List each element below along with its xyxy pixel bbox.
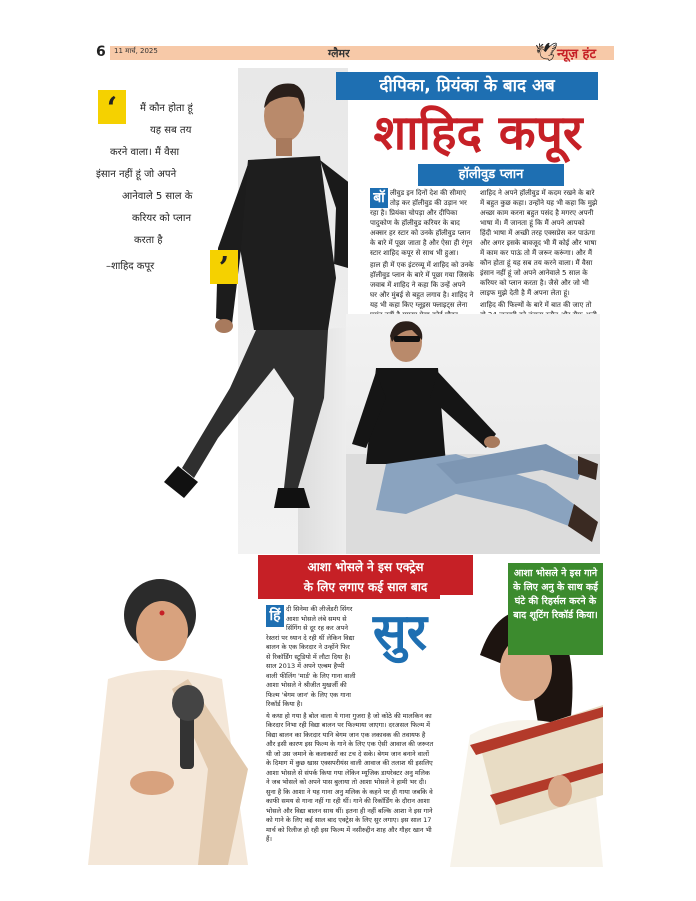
drop-cap: हिं — [266, 605, 284, 627]
page-number: 6 — [96, 44, 106, 60]
top-story — [88, 64, 603, 554]
headline-line-2: के लिए लगाए कई साल बाद — [303, 580, 428, 594]
quote-attribution: –शाहिद कपूर — [106, 261, 155, 272]
title-word: सुर — [372, 603, 428, 661]
quote-line: आनेवाले 5 साल के — [122, 191, 193, 202]
paragraph: ये कथा हो गया है बोल वाला ये गाना गुजरा है जो कोठे की मालकिन का किरदार निभा रही विद्या बालन पर फिल्माया जाएगा। दरअसल फिल्म में विद्या बालन का किरदार यानि बेगम जान एक लकावक की तवायफ है और इसी कारण इस फिल्म के गाने के लिए एक ऐसी आवाज की जरूरत थी जो उस जमाने के कलाकारों का टच दे सके। बेगम जान बनाने वालों के दिमाग में कुछ खास एक्सपरीयंस वाली आवाज की तलाश थी इसलिए आशा भोसले से संपर्क किया गया लेकिन म्यूजिक डायरेक्टर अनु मलिक ने जब भोसले को अपने पास बुलाया तो आशा भोसले ने हामी भर दी। सुना है कि आशा ने यह गाना अनु मलिक के कहने पर ही गाया जबकि वे काफी समय से गाना नहीं गा रही थीं। गाने की रिकॉर्डिंग के दौरान आशा भोसले और विद्या बालन साथ थीं। इतना ही नहीं बल्कि आशा ने इस गाने को गाने के लिए कई साल बाद एक्ट्रेस के लिए सुर लगाए। इस साल 17 मार्च को रिलीज हो रही इस फिल्म में नसीरुद्दीन शाह और गौहर खान भी हैं। — [266, 711, 434, 843]
close-quote-mark: ’ — [210, 250, 238, 284]
quote-line: करता है — [134, 235, 163, 246]
paragraph: हाल ही में एक इंटरव्यू में शाहिद को उनके हॉलीवुड प्लान के बारे में पूछा गया जिसके जवाब में शाहिद ने कहा कि उन्हें अपने घर और मुंबई से बहुत लगाव है। शाहिद ने यह भी कहा किए ग्लूइस फ्लाइट्स लेना — [370, 261, 474, 309]
photo-shahid-sitting — [346, 314, 600, 554]
paragraph: शाहिद की फिल्मों के बारे में बात की जाए तो — [480, 301, 592, 309]
bird-icon: 🕊 — [535, 42, 558, 63]
kicker-band: दीपिका, प्रियंका के बाद अब — [336, 72, 598, 100]
open-quote-mark: ‘ — [98, 90, 126, 124]
section-title: ग्लैमर — [328, 47, 350, 60]
paragraph: लीवुड इन दिनों देश की सीमाएं तोड़ कर हॉलीवुड की उड़ान भर रहा है। प्रियंका चोपड़ा और दीपिका पादुकोण के हॉलीवुड करियर के बाद अक्सर हर स्टार को उनके हॉलीवुड प्लान के बारे में पूछा जाता है और ऐसा ही रंगून स्टार शाहिद कपूर से साथ भी हुआ। — [370, 189, 473, 257]
photo-asha-bhosle — [88, 569, 266, 865]
paragraph: शाहिद ने अपने हॉलीवुड में कदम रखने के बारे में बहुत कुछ कहा। उन्होंने यह भी कहा कि मुझे अच्छा काम करना बहुत पसंद है मगरए अपनी भाषा में। मैं जानता हूं कि मैं अपने आपको हिंदी भाषा में अच्छी तरह एक्सप्रेस कर पाऊंगा और अगर इसके बावजूद भी मैं कोई और भाषा में काम कर पाऊं तो मैं जरूर करूंगा। और मैं कौन होता हूं यह सब तय करने वाला। मैं वैसा इंसान नहीं हूं जो अपने आनेवाले 5 साल के करियर को प्लान करता है। जैसे और जो भी लाइफ मुझे देती है मैं अपना लेता हूं। — [480, 189, 598, 297]
sidebar-box: आशा भोसले ने इस गाने के लिए अनु के साथ कई घंटे की रिहर्सल करने के बाद शूटिंग रिकॉर्ड किया। — [508, 563, 603, 655]
subhead-band: हॉलीवुड प्लान — [418, 164, 564, 186]
quote-line: करने वाला। मैं वैसा — [110, 147, 180, 158]
issue-date: 11 मार्च, 2025 — [114, 47, 158, 55]
brand-logo — [535, 38, 603, 66]
pull-quote — [88, 82, 238, 292]
drop-cap: बॉ — [370, 188, 388, 208]
quote-line: मैं कौन होता हूं — [140, 103, 193, 114]
headline-line-1: आशा भोसले ने इस एक्ट्रेस — [307, 560, 424, 574]
bottom-story — [88, 555, 603, 867]
paragraph: दी सिनेमा की लीजेंडरी सिंगर आशा भोसले लंबे समय से सिंगिंग से दूर रह कर अपने रेस्तरां पर ध्यान दे रही थीं लेकिन विद्या बालन के एक किरदार ने उन्होंने फिर से रिकॉर्डिंग स्टूडियो में लौटा दिया है। साल 2013 में अपने एल्बम हैप्पी वाली फीलिंग 'मार्ड' के लिए गाना वाली आशा भोसले ने श्रीजीत मुखर्जी की फिल्म 'बेगम जान' के लिए एक गाना रिकॉर्ड किया है। — [266, 605, 356, 708]
headline: शाहिद कपूर — [373, 105, 583, 161]
quote-line: करियर को प्लान — [132, 213, 192, 224]
quote-line: इंसान नहीं हूं जो अपने — [96, 169, 177, 180]
page-header — [96, 44, 604, 64]
bottom-headline — [258, 555, 473, 599]
quote-line: यह सब तय — [150, 125, 192, 136]
brand-name: न्यूज़ हंट — [557, 47, 597, 62]
